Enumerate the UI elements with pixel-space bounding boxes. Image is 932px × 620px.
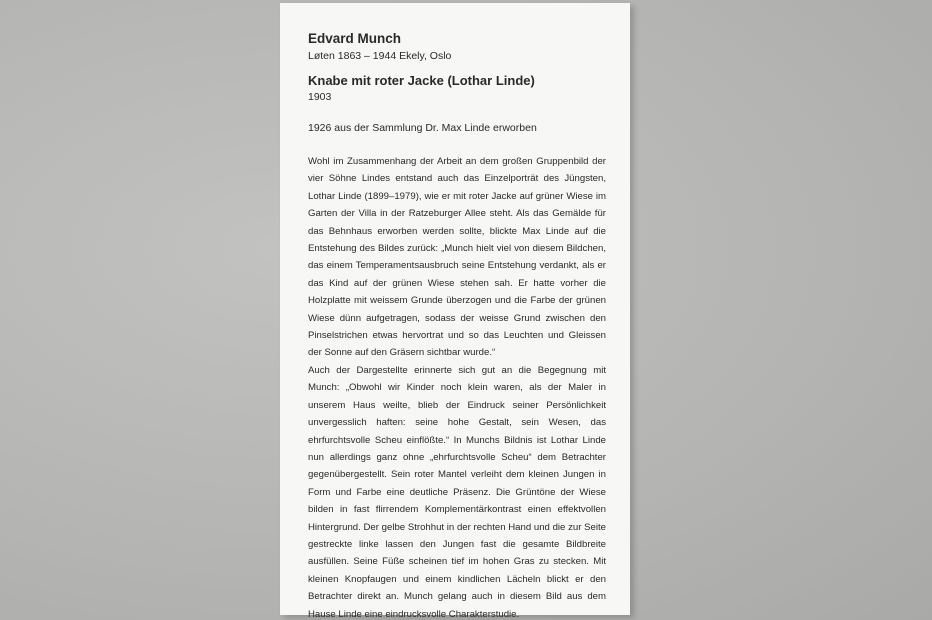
artist-name: Edvard Munch bbox=[308, 31, 402, 46]
description-paragraph: Auch der Dargestellte erinnerte sich gut an die Begegnung mit Munch: „Obwohl wir Kinder noch klein waren, als der Maler in unserem Haus weilte, blieb der Eindruck seiner Persönlichkeit unvergesslich haften: seine hohe Gestalt, sein Wesen, das ehrfurchtsvolle Scheu einflößte.“ In Munchs Bildnis ist Lothar Linde nun allerdings ganz ohne „ehrfurchtsvolle Scheu“ dem Betrachter gegenübergestellt. Sein roter Mantel verleiht dem kleinen Jungen in Form und Farbe eine deutliche Präsenz. Die Grüntöne der Wiese bilden in fast flirrendem Komplementärkontrast einen effektvollen Hintergrund. Der gelbe Strohhut in der rechten Hand und die zur Seite gestreckte linke lassen den Jungen fast die gesamte Bildbreite ausfüllen. Seine Füße scheinen tief im hohen Gras zu stecken. Mit kleinen Knopfaugen und einem kindlichen Lächeln blickt er den Betrachter direkt an. Munch gelang auch in diesem Bild aus dem Hause Linde eine eindrucksvolle Charakterstudie. bbox=[308, 364, 606, 620]
artist-life-dates: Løten 1863 – 1944 Ekely, Oslo bbox=[308, 50, 452, 62]
artwork-title: Knabe mit roter Jacke (Lothar Linde) bbox=[308, 73, 535, 88]
artwork-description bbox=[308, 153, 606, 620]
acquisition-note: 1926 aus der Sammlung Dr. Max Linde erworben bbox=[308, 122, 537, 134]
description-paragraph: Wohl im Zusammenhang der Arbeit an dem großen Gruppenbild der vier Söhne Lindes entstand auch das Einzelporträt des Jüngsten, Lothar Linde (1899–1979), wie er mit roter Jacke auf grüner Wiese im Garten der Villa in der Ratzeburger Allee steht. Als das Gemälde für das Behnhaus erworben werden sollte, blickte Max Linde auf die Entstehung des Bildes zurück: „Munch hielt viel von diesem Bildchen, das einem Temperamentsausbruch seine Entstehung verdankt, als er das Kind auf der grünen Wiese stehen sah. Er hatte vorher die Holzplatte mit weissem Grunde überzogen und die Farbe der grünen Wiese dünn aufgetragen, sodass der weisse Grund zwischen den Pinselstrichen etwas hervortrat und so das Leuchten und Gleissen der Sonne auf den Gräsern sichtbar wurde.“ bbox=[308, 156, 606, 359]
artwork-year: 1903 bbox=[308, 91, 332, 103]
museum-label-card bbox=[280, 3, 630, 620]
